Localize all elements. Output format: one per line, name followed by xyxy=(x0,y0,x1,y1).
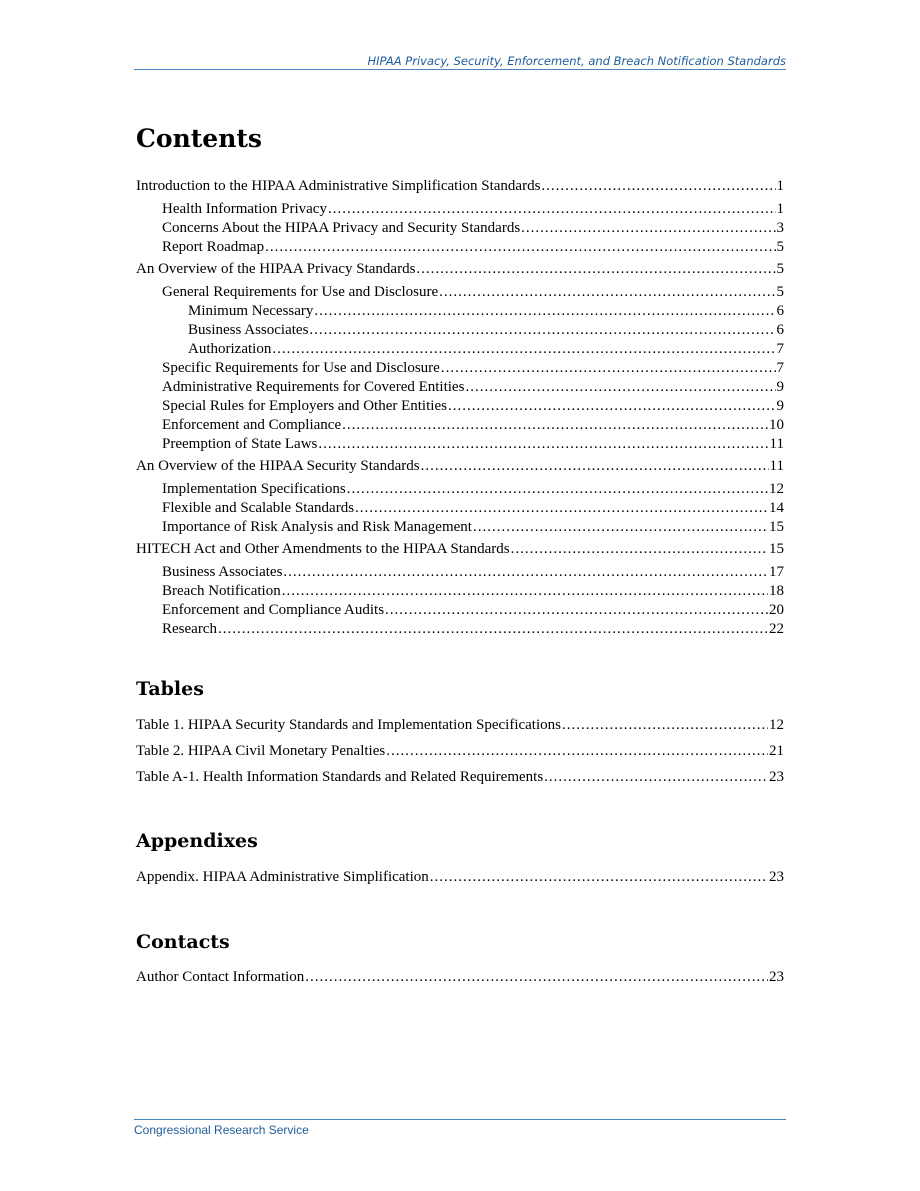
toc-entry[interactable]: Administrative Requirements for Covered Entities ..... 9 xyxy=(136,378,784,397)
toc-entry[interactable]: Flexible and Scalable Standards ..... 14 xyxy=(136,499,784,518)
toc-entry[interactable]: Business Associates ..... 17 xyxy=(136,563,784,582)
footer xyxy=(134,1119,786,1137)
toc-entry[interactable]: Business Associates ..... 6 xyxy=(136,321,784,340)
contents-heading: Contents xyxy=(136,124,263,153)
toc-entry[interactable]: Report Roadmap ..... 5 xyxy=(136,238,784,257)
toc-entry[interactable]: Enforcement and Compliance Audits ..... 20 xyxy=(136,601,784,620)
contacts-heading: Contacts xyxy=(136,931,230,953)
toc-entry[interactable]: An Overview of the HIPAA Security Standards ..... 11 xyxy=(136,457,784,476)
running-header: HIPAA Privacy, Security, Enforcement, and Breach Notification Standards xyxy=(134,54,786,70)
table-entry[interactable]: Table A-1. Health Information Standards and Related Requirements ..... 23 xyxy=(136,768,784,787)
toc-entry[interactable]: Specific Requirements for Use and Disclosure ..... 7 xyxy=(136,359,784,378)
toc-entry[interactable]: General Requirements for Use and Disclosure ..... 5 xyxy=(136,283,784,302)
toc-entry[interactable]: Preemption of State Laws ..... 11 xyxy=(136,435,784,454)
toc-entry[interactable]: Health Information Privacy ..... 1 xyxy=(136,200,784,219)
contact-entry[interactable]: Author Contact Information ..... 23 xyxy=(136,968,784,987)
toc-entry[interactable]: Research ..... 22 xyxy=(136,620,784,639)
toc-entry[interactable]: Enforcement and Compliance ..... 10 xyxy=(136,416,784,435)
toc-entry[interactable]: Special Rules for Employers and Other Entities ..... 9 xyxy=(136,397,784,416)
table-entry[interactable]: Table 2. HIPAA Civil Monetary Penalties ..... 21 xyxy=(136,742,784,761)
toc-entry[interactable]: Authorization ..... 7 xyxy=(136,340,784,359)
toc-entry[interactable]: An Overview of the HIPAA Privacy Standards ..... 5 xyxy=(136,260,784,279)
toc-entry[interactable]: Breach Notification ..... 18 xyxy=(136,582,784,601)
tables-heading: Tables xyxy=(136,678,204,700)
toc-entry[interactable]: Introduction to the HIPAA Administrative Simplification Standards ..... 1 xyxy=(136,177,784,196)
toc-entry[interactable]: Implementation Specifications ..... 12 xyxy=(136,480,784,499)
appendix-entry[interactable]: Appendix. HIPAA Administrative Simplification ..... 23 xyxy=(136,868,784,887)
toc-entry[interactable]: Minimum Necessary ..... 6 xyxy=(136,302,784,321)
table-entry[interactable]: Table 1. HIPAA Security Standards and Implementation Specifications ..... 12 xyxy=(136,716,784,735)
appendixes-heading: Appendixes xyxy=(136,830,258,852)
toc-entry[interactable]: Importance of Risk Analysis and Risk Management ..... 15 xyxy=(136,518,784,537)
toc-entry[interactable]: HITECH Act and Other Amendments to the HIPAA Standards ..... 15 xyxy=(136,540,784,559)
footer-text: Congressional Research Service xyxy=(134,1123,309,1137)
toc-entry[interactable]: Concerns About the HIPAA Privacy and Security Standards ..... 3 xyxy=(136,219,784,238)
